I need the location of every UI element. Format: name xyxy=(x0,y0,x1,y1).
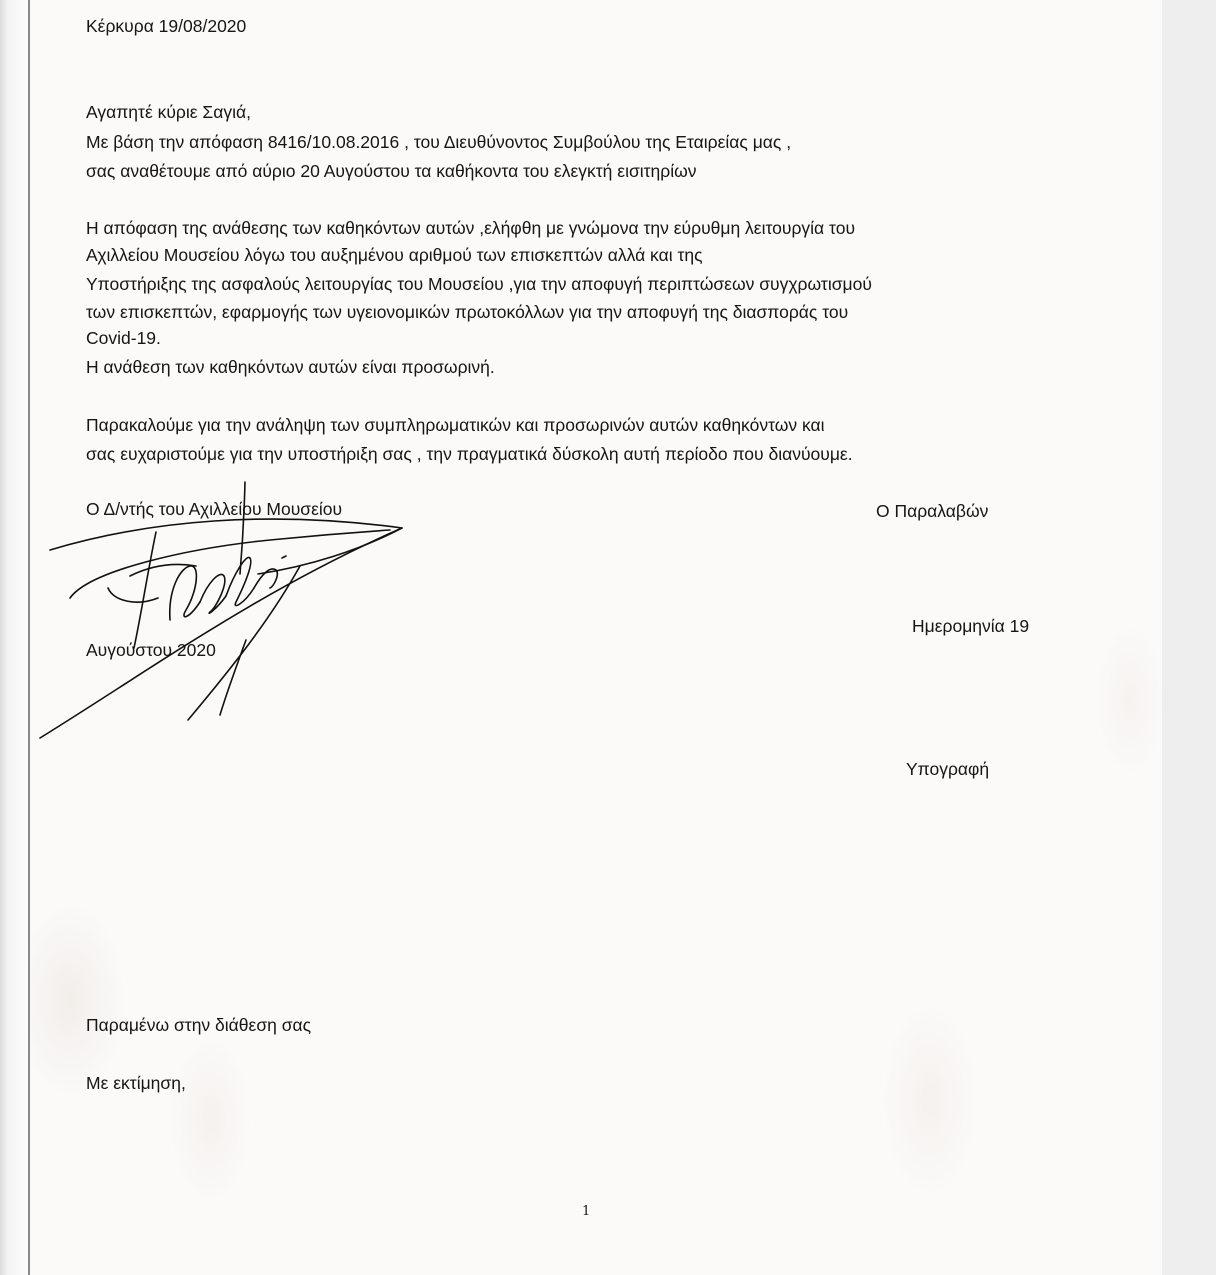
paragraph-3-line-1: Παρακαλούμε για την ανάληψη των συμπληρωματικών και προσωρινών αυτών καθηκόντων και xyxy=(86,415,825,435)
paragraph-2-line-4: των επισκεπτών, εφαρμογής των υγειονομικών πρωτοκόλλων για την αποφυγή της διασποράς του xyxy=(86,302,849,322)
paragraph-2-line-1: Η απόφαση της ανάθεσης των καθηκόντων αυτών ,ελήφθη με γνώμονα την εύρυθμη λειτουργία του xyxy=(86,218,856,238)
paragraph-2-line-5: Covid-19. xyxy=(86,328,161,348)
date-label: Ημερομηνία 19 xyxy=(912,616,1030,636)
right-margin xyxy=(1162,0,1216,1275)
paragraph-1-line-2: σας αναθέτουμε από αύριο 20 Αυγούστου τα καθήκοντα του ελεγκτή εισιτηρίων xyxy=(86,161,697,181)
closing-line-2: Με εκτίμηση, xyxy=(86,1073,186,1093)
handwritten-signature-icon xyxy=(30,470,430,750)
page-number: 1 xyxy=(582,1204,591,1219)
paragraph-2-line-3: Υποστήριξης της ασφαλούς λειτουργίας του Μουσείου ,για την αποφυγή περιπτώσεων συγχρωτισμού xyxy=(86,274,872,294)
paragraph-2-line-2: Αχιλλείου Μουσείου λόγω του αυξημένου αριθμού των επισκεπτών αλλά και της xyxy=(86,245,703,265)
paragraph-1-line-1: Με βάση την απόφαση 8416/10.08.2016 , του Διευθύνοντος Συμβούλου της Εταιρείας μας , xyxy=(86,132,792,152)
sender-title: Ο Δ/ντής του Αχιλλείου Μουσείου xyxy=(86,499,343,519)
closing-line-1: Παραμένω στην διάθεση σας xyxy=(86,1015,312,1035)
paragraph-3-line-2: σας ευχαριστούμε για την υποστήριξη σας , την πραγματικά δύσκολη αυτή περίοδο που διανύουμε. xyxy=(86,444,853,464)
signature-label: Υπογραφή xyxy=(906,759,990,779)
sender-date: Αυγούστου 2020 xyxy=(86,640,216,660)
receiver-label: Ο Παραλαβών xyxy=(876,501,989,521)
paragraph-2-line-6: Η ανάθεση των καθηκόντων αυτών είναι προσωρινή. xyxy=(86,357,495,377)
place-date: Κέρκυρα 19/08/2020 xyxy=(86,16,247,36)
salutation: Αγαπητέ κύριε Σαγιά, xyxy=(86,102,251,122)
